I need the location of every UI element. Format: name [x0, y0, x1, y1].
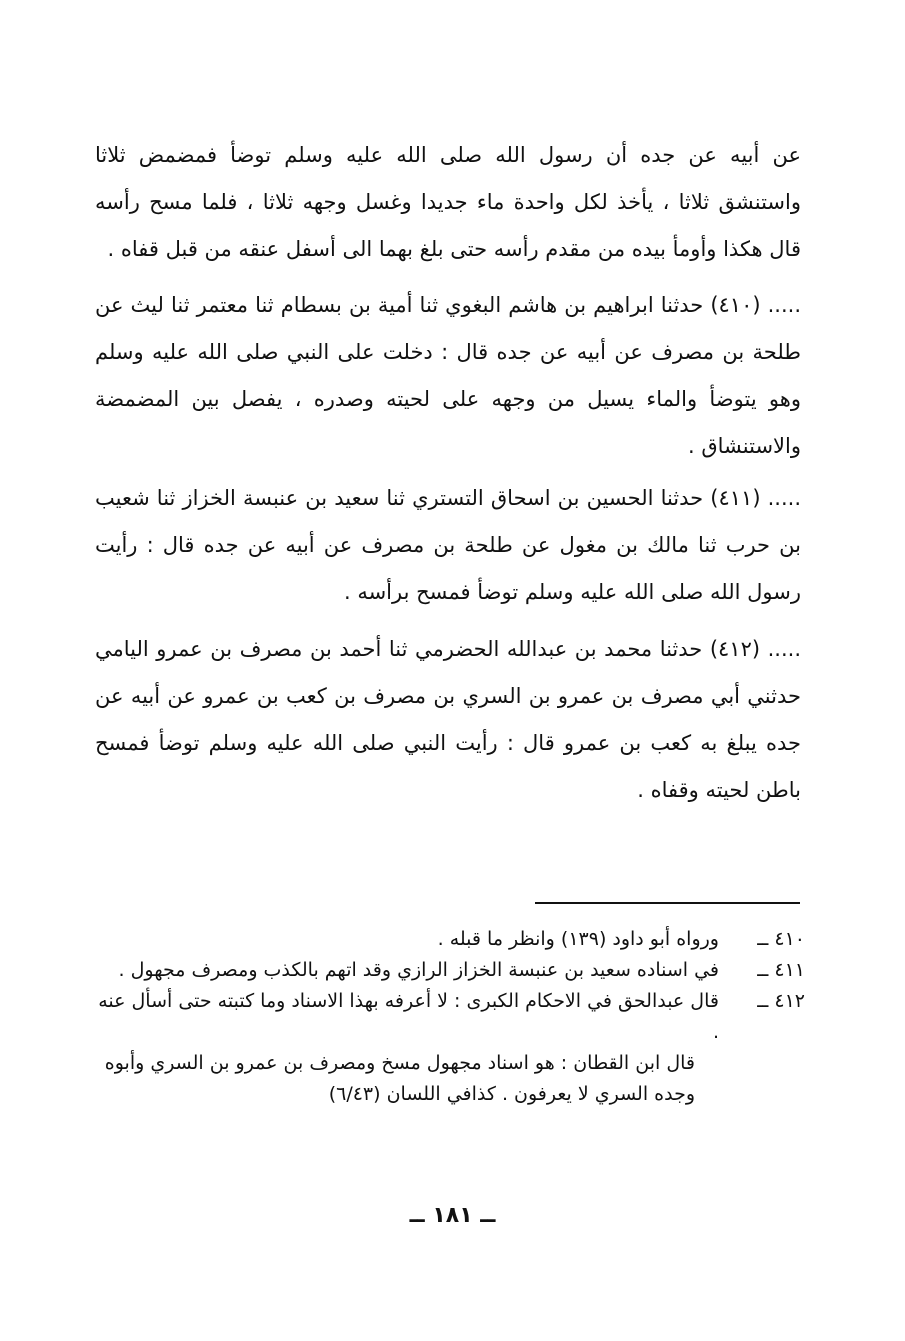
hadith-410: ..... (٤١٠) حدثنا ابراهيم بن هاشم البغوي ثنا أمية بن بسطام ثنا معتمر ثنا ليث عن طلحة بن مصرف عن أبيه عن جده قال : دخلت على النبي صلى الله عليه وسلم وهو يتوضأ والماء يسيل من وجهه على لحيته وصدره ، يفصل بين المضمضة والاستنشاق . [95, 293, 801, 458]
hadith-411: ..... (٤١١) حدثنا الحسين بن اسحاق التستري ثنا سعيد بن عنبسة الخزاز ثنا شعيب بن حرب ثنا مالك بن مغول عن طلحة بن مصرف عن أبيه عن جده قال : رأيت رسول الله صلى الله عليه وسلم توضأ فمسح برأسه . [95, 486, 801, 604]
main-text [95, 132, 801, 814]
footnote-number: ٤١٢ ــ [757, 990, 805, 1012]
footnote-text: ورواه أبو داود (١٣٩) وانظر ما قبله . [437, 928, 719, 950]
footnote-412 [95, 986, 805, 1048]
footnote-number: ٤١٠ ــ [757, 928, 805, 950]
footnote-411 [95, 955, 805, 986]
hadith-412: ..... (٤١٢) حدثنا محمد بن عبدالله الحضرمي ثنا أحمد بن مصرف بن عمرو اليامي حدثني أبي مصرف بن عمرو بن السري بن مصرف بن كعب بن عمرو عن أبيه عن جده يبلغ به كعب بن عمرو قال : رأيت النبي صلى الله عليه وسلم توضأ فمسح باطن لحيته وقفاه . [95, 637, 801, 802]
footnote-number: ٤١١ ــ [757, 959, 805, 981]
footnotes [95, 924, 805, 1110]
footnote-divider [535, 902, 800, 904]
page-number: ــ ١٨١ ــ [409, 1203, 496, 1228]
footnote-text: قال عبدالحق في الاحكام الكبرى : لا أعرفه بهذا الاسناد وما كتبته حتى أسأل عنه . [98, 990, 719, 1043]
footnote-text: في اسناده سعيد بن عنبسة الخزاز الرازي وقد اتهم بالكذب ومصرف مجهول . [118, 959, 719, 981]
paragraph-continuation: عن أبيه عن جده أن رسول الله صلى الله عليه وسلم توضأ فمضمض ثلاثا واستنشق ثلاثا ، يأخذ لكل واحدة ماء جديدا وغسل وجهه ثلاثا ، فلما مسح رأسه قال هكذا وأومأ بيده من مقدم رأسه حتى بلغ بهما الى أسفل عنقه من قبل قفاه . [95, 143, 801, 261]
footnote-410 [95, 924, 805, 955]
footnote-412-continuation: قال ابن القطان : هو اسناد مجهول مسخ ومصرف بن عمرو بن السري وأبوه وجده السري لا يعرفون . كذافي اللسان (٦/٤٣) [104, 1052, 695, 1105]
